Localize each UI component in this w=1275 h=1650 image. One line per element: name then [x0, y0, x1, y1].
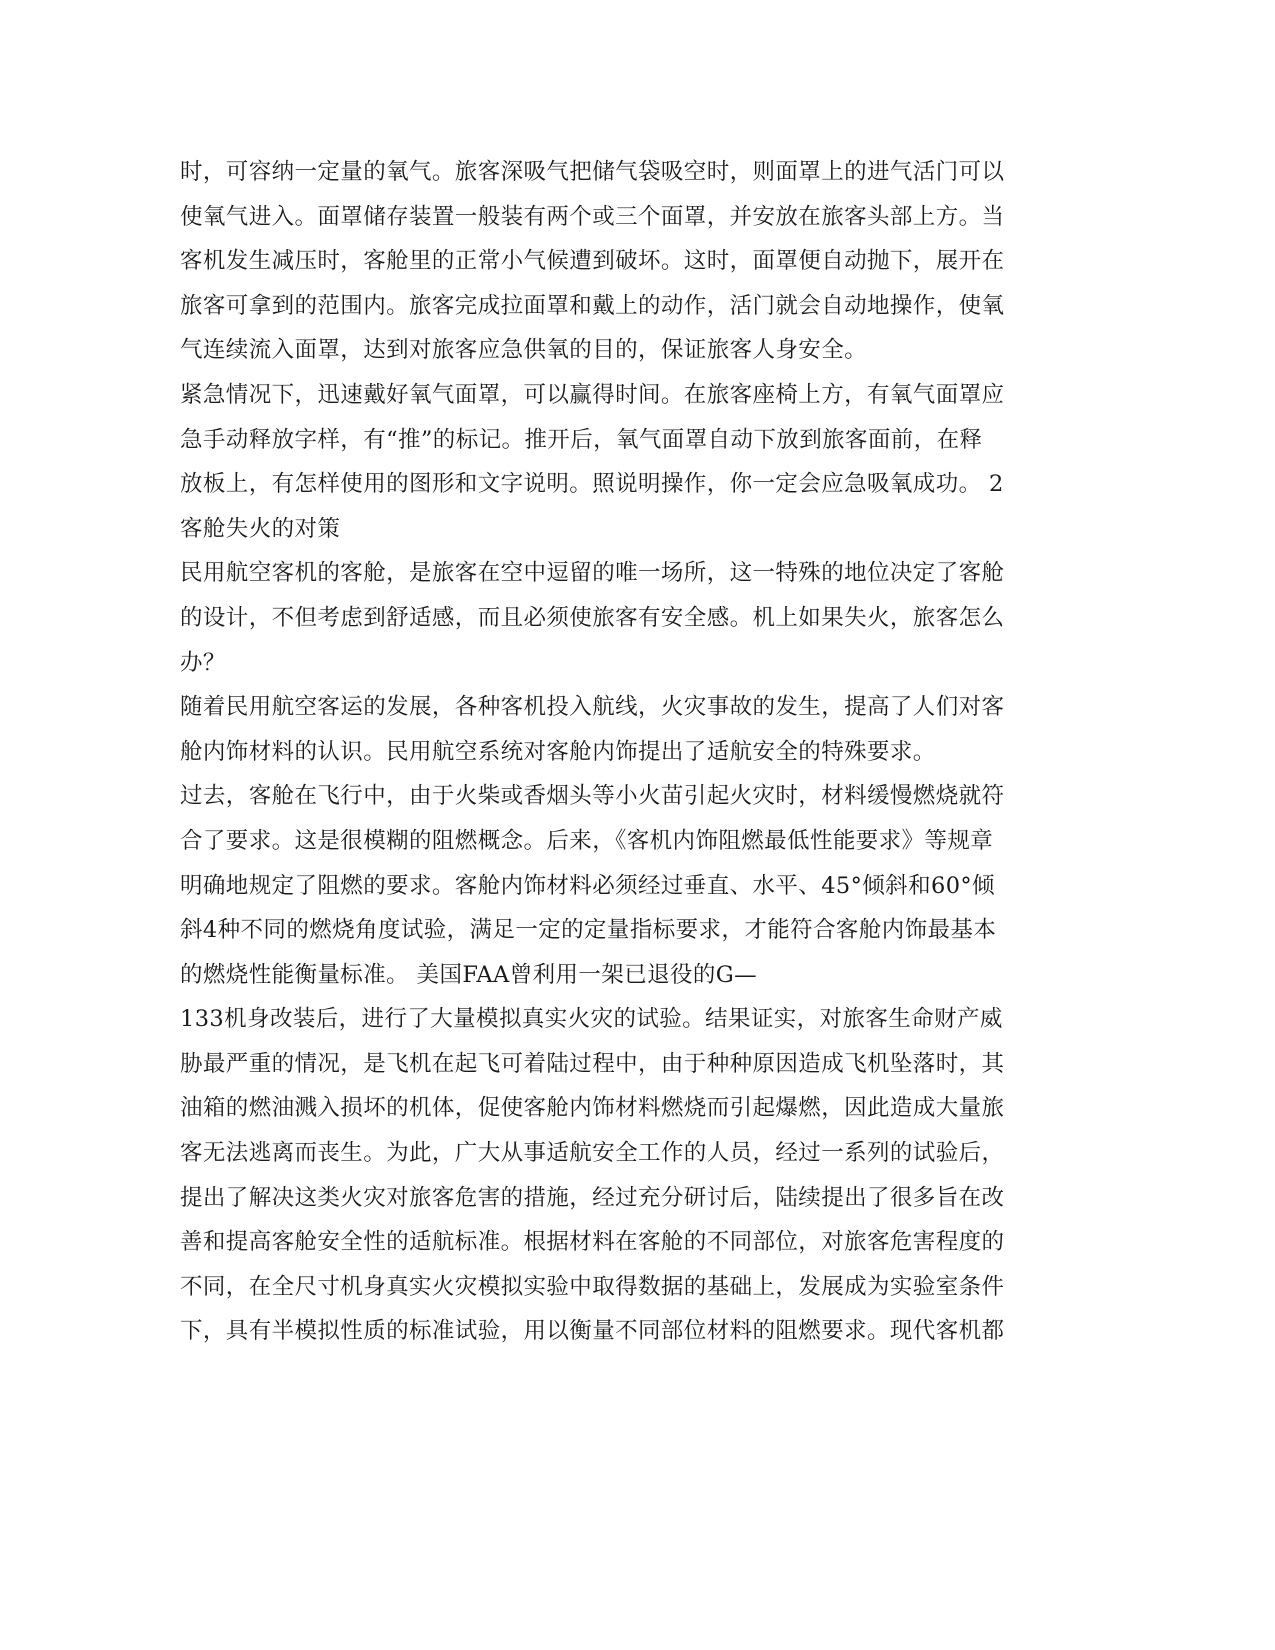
- text-line: 急手动释放字样，有“推”的标记。推开后，氧气面罩自动下放到旅客面前，在释: [180, 426, 983, 453]
- text-line: 放板上，有怎样使用的图形和文字说明。照说明操作，你一定会应急吸氧成功。 2: [180, 471, 1004, 498]
- body-text: [180, 150, 1040, 1354]
- text-line: 紧急情况下，迅速戴好氧气面罩，可以赢得时间。在旅客座椅上方，有氧气面罩应: [180, 381, 1005, 408]
- text-line: 斜4种不同的燃烧角度试验，满足一定的定量指标要求，才能符合客舱内饰最基本: [180, 917, 997, 944]
- text-line: 民用航空客机的客舱，是旅客在空中逗留的唯一场所，这一特殊的地位决定了客舱: [180, 560, 1005, 587]
- text-line: 胁最严重的情况，是飞机在起飞可着陆过程中，由于种种原因造成飞机坠落时，其: [180, 1050, 1005, 1077]
- text-line: 下，具有半模拟性质的标准试验，用以衡量不同部位材料的阻燃要求。现代客机都: [180, 1318, 1005, 1345]
- text-line: 客舱失火的对策: [180, 515, 341, 542]
- text-line: 使氧气进入。面罩储存装置一般装有两个或三个面罩，并安放在旅客头部上方。当: [180, 203, 1005, 230]
- text-line: 不同，在全尺寸机身真实火灾模拟实验中取得数据的基础上，发展成为实验室条件: [180, 1273, 1005, 1300]
- text-line: 随着民用航空客运的发展，各种客机投入航线，火灾事故的发生，提高了人们对客: [180, 694, 1005, 721]
- text-line: 客机发生减压时，客舱里的正常小气候遭到破坏。这时，面罩便自动抛下，展开在: [180, 248, 1005, 275]
- text-line: 客无法逃离而丧生。为此，广大从事适航安全工作的人员，经过一系列的试验后，: [180, 1140, 1005, 1167]
- text-line: 气连续流入面罩，达到对旅客应急供氧的目的，保证旅客人身安全。: [180, 337, 868, 364]
- text-line: 舱内饰材料的认识。民用航空系统对客舱内饰提出了适航安全的特殊要求。: [180, 738, 936, 765]
- text-line: 油箱的燃油溅入损坏的机体，促使客舱内饰材料燃烧而引起爆燃，因此造成大量旅: [180, 1095, 1005, 1122]
- text-line: 办？: [180, 649, 226, 676]
- text-line: 旅客可拿到的范围内。旅客完成拉面罩和戴上的动作，活门就会自动地操作，使氧: [180, 292, 1005, 319]
- text-line: 的设计，不但考虑到舒适感，而且必须使旅客有安全感。机上如果失火，旅客怎么: [180, 604, 1005, 631]
- text-line: 133机身改装后，进行了大量模拟真实火灾的试验。结果证实，对旅客生命财产威: [180, 1006, 1003, 1033]
- text-line: 过去，客舱在飞行中，由于火柴或香烟头等小火苗引起火灾时，材料缓慢燃烧就符: [180, 783, 1005, 810]
- text-line: 善和提高客舱安全性的适航标准。根据材料在客舱的不同部位，对旅客危害程度的: [180, 1229, 1005, 1256]
- text-line: 合了要求。这是很模糊的阻燃概念。后来，《客机内饰阻燃最低性能要求》等规章: [180, 827, 994, 854]
- text-line: 明确地规定了阻燃的要求。客舱内饰材料必须经过垂直、水平、45°倾斜和60°倾: [180, 872, 995, 899]
- text-line: 的燃烧性能衡量标准。 美国FAA曾利用一架已退役的G—: [180, 961, 758, 988]
- text-line: 时，可容纳一定量的氧气。旅客深吸气把储气袋吸空时，则面罩上的进气活门可以: [180, 159, 1005, 185]
- text-line: 提出了解决这类火灾对旅客危害的措施，经过充分研讨后，陆续提出了很多旨在改: [180, 1184, 1005, 1211]
